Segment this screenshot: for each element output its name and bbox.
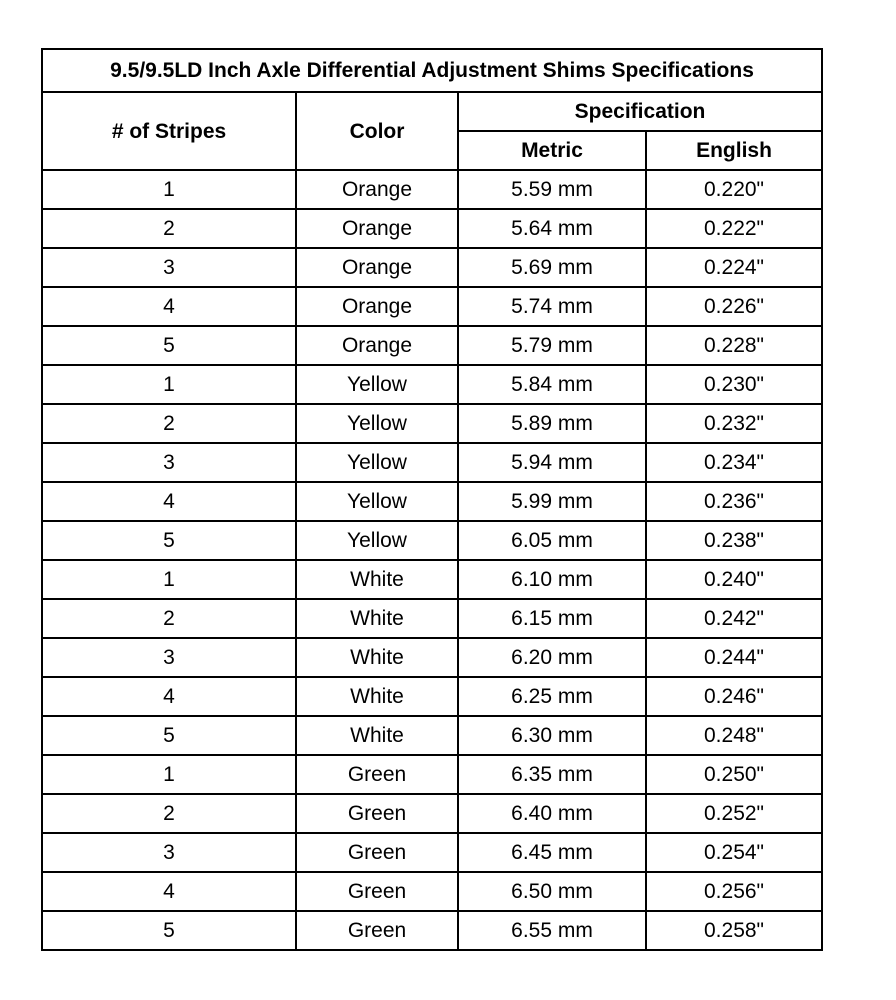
cell-english: 0.232" (646, 404, 822, 443)
cell-metric: 5.99 mm (458, 482, 646, 521)
cell-color: White (296, 638, 458, 677)
cell-color: White (296, 716, 458, 755)
cell-color: Orange (296, 248, 458, 287)
shim-spec-table (41, 48, 823, 951)
table-row (42, 248, 822, 287)
cell-metric: 5.74 mm (458, 287, 646, 326)
cell-color: Green (296, 755, 458, 794)
cell-metric: 6.45 mm (458, 833, 646, 872)
cell-english: 0.238" (646, 521, 822, 560)
table-row (42, 521, 822, 560)
cell-color: White (296, 677, 458, 716)
cell-color: Yellow (296, 443, 458, 482)
cell-color: Green (296, 833, 458, 872)
cell-color: Green (296, 794, 458, 833)
cell-metric: 5.94 mm (458, 443, 646, 482)
cell-stripes: 3 (42, 833, 296, 872)
cell-stripes: 5 (42, 911, 296, 950)
cell-stripes: 2 (42, 599, 296, 638)
cell-metric: 5.79 mm (458, 326, 646, 365)
table-row (42, 560, 822, 599)
table-row (42, 404, 822, 443)
table-row (42, 677, 822, 716)
cell-metric: 5.89 mm (458, 404, 646, 443)
table-row (42, 872, 822, 911)
cell-english: 0.252" (646, 794, 822, 833)
cell-color: Orange (296, 287, 458, 326)
table-row (42, 716, 822, 755)
table-row (42, 911, 822, 950)
cell-metric: 6.40 mm (458, 794, 646, 833)
cell-color: White (296, 560, 458, 599)
header-specification: Specification (458, 92, 822, 131)
cell-metric: 6.15 mm (458, 599, 646, 638)
table-row (42, 794, 822, 833)
cell-stripes: 4 (42, 287, 296, 326)
table-row (42, 833, 822, 872)
cell-stripes: 3 (42, 248, 296, 287)
cell-color: Green (296, 872, 458, 911)
table-row (42, 287, 822, 326)
cell-color: Orange (296, 209, 458, 248)
cell-stripes: 4 (42, 872, 296, 911)
cell-stripes: 1 (42, 560, 296, 599)
header-stripes: # of Stripes (42, 92, 296, 170)
cell-stripes: 1 (42, 365, 296, 404)
cell-english: 0.228" (646, 326, 822, 365)
cell-english: 0.244" (646, 638, 822, 677)
cell-stripes: 5 (42, 521, 296, 560)
cell-metric: 6.30 mm (458, 716, 646, 755)
cell-english: 0.224" (646, 248, 822, 287)
header-color: Color (296, 92, 458, 170)
table-row (42, 326, 822, 365)
cell-color: Green (296, 911, 458, 950)
table-row (42, 443, 822, 482)
cell-stripes: 2 (42, 794, 296, 833)
header-english: English (646, 131, 822, 170)
cell-metric: 6.55 mm (458, 911, 646, 950)
cell-english: 0.230" (646, 365, 822, 404)
cell-color: White (296, 599, 458, 638)
cell-stripes: 1 (42, 170, 296, 209)
cell-metric: 6.20 mm (458, 638, 646, 677)
cell-metric: 5.64 mm (458, 209, 646, 248)
table-row (42, 755, 822, 794)
cell-metric: 6.50 mm (458, 872, 646, 911)
cell-english: 0.258" (646, 911, 822, 950)
cell-metric: 6.25 mm (458, 677, 646, 716)
cell-english: 0.220" (646, 170, 822, 209)
cell-color: Yellow (296, 404, 458, 443)
cell-stripes: 2 (42, 404, 296, 443)
cell-metric: 6.05 mm (458, 521, 646, 560)
cell-stripes: 3 (42, 443, 296, 482)
table-row (42, 599, 822, 638)
cell-english: 0.240" (646, 560, 822, 599)
cell-english: 0.250" (646, 755, 822, 794)
table-header (42, 49, 822, 170)
cell-stripes: 5 (42, 716, 296, 755)
cell-stripes: 4 (42, 482, 296, 521)
cell-metric: 5.69 mm (458, 248, 646, 287)
cell-color: Yellow (296, 482, 458, 521)
cell-color: Yellow (296, 521, 458, 560)
cell-metric: 6.10 mm (458, 560, 646, 599)
cell-english: 0.242" (646, 599, 822, 638)
cell-english: 0.256" (646, 872, 822, 911)
table-row (42, 209, 822, 248)
table-title: 9.5/9.5LD Inch Axle Differential Adjustment Shims Specifications (42, 49, 822, 92)
table-body (42, 170, 822, 950)
cell-stripes: 4 (42, 677, 296, 716)
table-row (42, 482, 822, 521)
cell-stripes: 2 (42, 209, 296, 248)
cell-stripes: 1 (42, 755, 296, 794)
cell-english: 0.248" (646, 716, 822, 755)
cell-color: Yellow (296, 365, 458, 404)
table-row (42, 638, 822, 677)
header-row-1 (42, 92, 822, 131)
cell-english: 0.236" (646, 482, 822, 521)
cell-color: Orange (296, 326, 458, 365)
cell-metric: 6.35 mm (458, 755, 646, 794)
cell-stripes: 5 (42, 326, 296, 365)
table-row (42, 365, 822, 404)
cell-stripes: 3 (42, 638, 296, 677)
cell-english: 0.226" (646, 287, 822, 326)
cell-english: 0.254" (646, 833, 822, 872)
cell-english: 0.222" (646, 209, 822, 248)
cell-english: 0.234" (646, 443, 822, 482)
title-row (42, 49, 822, 92)
table-row (42, 170, 822, 209)
cell-color: Orange (296, 170, 458, 209)
header-metric: Metric (458, 131, 646, 170)
cell-english: 0.246" (646, 677, 822, 716)
cell-metric: 5.59 mm (458, 170, 646, 209)
cell-metric: 5.84 mm (458, 365, 646, 404)
